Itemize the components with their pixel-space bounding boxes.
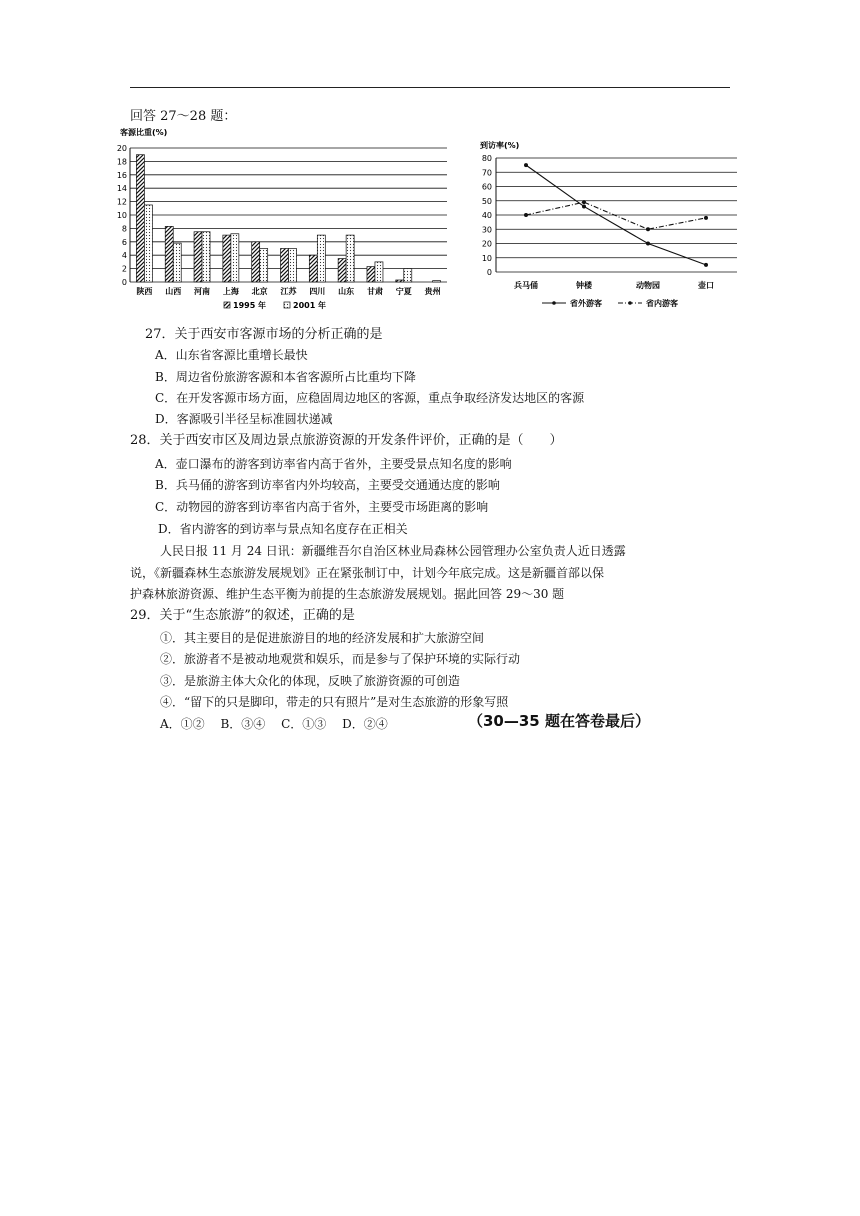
data-point: [704, 216, 708, 220]
legend-label-outer: 省外游客: [570, 299, 602, 308]
y-tick-label: 10: [481, 253, 492, 263]
x-tick-label: 上海: [222, 287, 239, 296]
bar-2001: [317, 235, 325, 282]
x-tick-label: 陕西: [136, 287, 153, 296]
q28-option-d: D．省内游客的到访率与景点知名度存在正相关: [158, 522, 408, 536]
y-tick-label: 50: [481, 196, 492, 206]
x-tick-label: 北京: [251, 287, 268, 296]
y-tick-label: 40: [481, 211, 492, 220]
x-tick-label: 江苏: [280, 287, 297, 296]
bar-2001: [433, 281, 441, 282]
x-tick-label: 贵州: [424, 287, 441, 296]
bar-2001: [260, 249, 268, 283]
q27-option-b: B．周边省份旅游客源和本省客源所占比重均下降: [155, 370, 416, 384]
bar-1995: [396, 280, 404, 282]
bar-1995: [309, 255, 317, 282]
y-tick-label: 12: [116, 197, 127, 207]
passage-line-1: 人民日报 11 月 24 日讯：新疆维吾尔自治区林业局森林公园管理办公室负责人近日透露: [160, 544, 626, 558]
q28-stem: 28．关于西安市区及周边景点旅游资源的开发条件评价，正确的是（ ）: [130, 433, 563, 448]
y-tick-label: 8: [121, 224, 127, 234]
q29-options: A．①② B．③④ C．①③ D．②④: [160, 717, 388, 731]
q27-option-c: C．在开发客源市场方面，应稳固周边地区的客源，重点争取经济发达地区的客源: [155, 391, 585, 405]
bar-1995: [281, 249, 289, 283]
bar-2001: [404, 269, 412, 282]
bar-1995: [194, 232, 202, 282]
passage-line-3: 护森林旅游资源、维护生态平衡为前提的生态旅游发展规划。据此回答 29～30 题: [130, 587, 565, 601]
y-tick-label: 30: [481, 225, 492, 235]
y-tick-label: 14: [116, 184, 127, 194]
x-tick-label: 四川: [309, 287, 326, 296]
y-axis-label: 客源比重(%): [120, 128, 168, 137]
bar-1995: [165, 226, 173, 282]
x-tick-label: 山西: [165, 287, 182, 296]
data-point: [646, 242, 650, 246]
legend-marker-inner: [628, 301, 632, 305]
bar-2001: [346, 235, 354, 282]
y-tick-label: 20: [116, 144, 127, 153]
bar-2001: [144, 205, 152, 282]
q28-option-a: A．壶口瀑布的游客到访率省内高于省外，主要受景点知名度的影响: [155, 457, 512, 471]
y-tick-label: 18: [116, 157, 127, 167]
passage-line-2: 说，《新疆森林生态旅游发展规划》正在紧张制订中，计划今年底完成。这是新疆首部以保: [130, 566, 605, 580]
data-point: [646, 227, 650, 231]
y-tick-label: 2: [121, 264, 127, 274]
q27-option-a: A．山东省客源比重增长最快: [155, 348, 308, 362]
legend-label-2001: 2001 年: [293, 301, 327, 310]
legend-label-1995: 1995 年: [233, 301, 267, 310]
x-tick-label: 动物园: [636, 281, 660, 290]
y-tick-label: 0: [486, 268, 492, 277]
data-point: [582, 200, 586, 204]
legend-swatch-2001: [284, 302, 290, 308]
q28-option-b: B．兵马俑的游客到访率省内外均较高，主要受交通通达度的影响: [155, 478, 500, 492]
bar-2001: [202, 232, 210, 282]
y-tick-label: 10: [116, 211, 127, 220]
bar-2001: [375, 262, 383, 282]
q29-statement-2: ②．旅游者不是被动地观赏和娱乐，而是参与了保护环境的实际行动: [160, 652, 521, 666]
data-point: [704, 263, 708, 267]
y-tick-label: 4: [121, 251, 127, 261]
bar-1995: [223, 235, 231, 282]
y-axis-label: 到访率(%): [480, 141, 520, 150]
data-point: [524, 163, 528, 167]
intro-text: 回答 27～28 题：: [130, 109, 237, 124]
legend-marker-outer: [552, 301, 556, 305]
y-tick-label: 80: [481, 154, 492, 163]
bar-1995: [367, 267, 375, 282]
bar-chart: [112, 126, 457, 321]
data-point: [582, 204, 586, 208]
q29-statement-1: ①．其主要目的是促进旅游目的地的经济发展和扩大旅游空间: [160, 631, 485, 645]
bar-2001: [289, 249, 297, 283]
y-tick-label: 6: [121, 237, 127, 247]
y-tick-label: 60: [481, 182, 492, 192]
legend-label-inner: 省内游客: [646, 299, 678, 308]
q29-note: （30—35 题在答卷最后）: [468, 712, 650, 730]
x-tick-label: 兵马俑: [514, 281, 538, 290]
y-tick-label: 16: [116, 170, 127, 180]
y-tick-label: 20: [481, 239, 492, 249]
q28-option-c: C．动物园的游客到访率省内高于省外，主要受市场距离的影响: [155, 500, 489, 514]
q27-stem: 27．关于西安市客源市场的分析正确的是: [145, 327, 383, 342]
y-tick-label: 0: [121, 278, 127, 287]
x-tick-label: 河南: [194, 287, 211, 296]
q27-option-d: D．客源吸引半径呈标准圆状递减: [155, 412, 333, 426]
y-tick-label: 70: [481, 168, 492, 178]
q29-stem: 29．关于“生态旅游”的叙述，正确的是: [130, 608, 355, 623]
bar-1995: [252, 242, 260, 282]
legend-swatch-1995: [224, 302, 230, 308]
header-rule: [130, 87, 730, 88]
line-chart: [472, 138, 747, 318]
x-tick-label: 甘肃: [366, 287, 383, 296]
bar-1995: [338, 259, 346, 282]
x-tick-label: 壶口: [698, 281, 714, 290]
x-tick-label: 钟楼: [576, 281, 592, 290]
bar-2001: [173, 243, 181, 282]
q29-statement-4: ④．“留下的只是脚印，带走的只有照片”是对生态旅游的形象写照: [160, 695, 509, 709]
data-point: [524, 213, 528, 217]
q29-statement-3: ③．是旅游主体大众化的体现，反映了旅游资源的可创造: [160, 674, 461, 688]
x-tick-label: 宁夏: [395, 287, 412, 296]
x-tick-label: 山东: [338, 287, 355, 296]
bar-2001: [231, 234, 239, 282]
bar-1995: [136, 155, 144, 282]
